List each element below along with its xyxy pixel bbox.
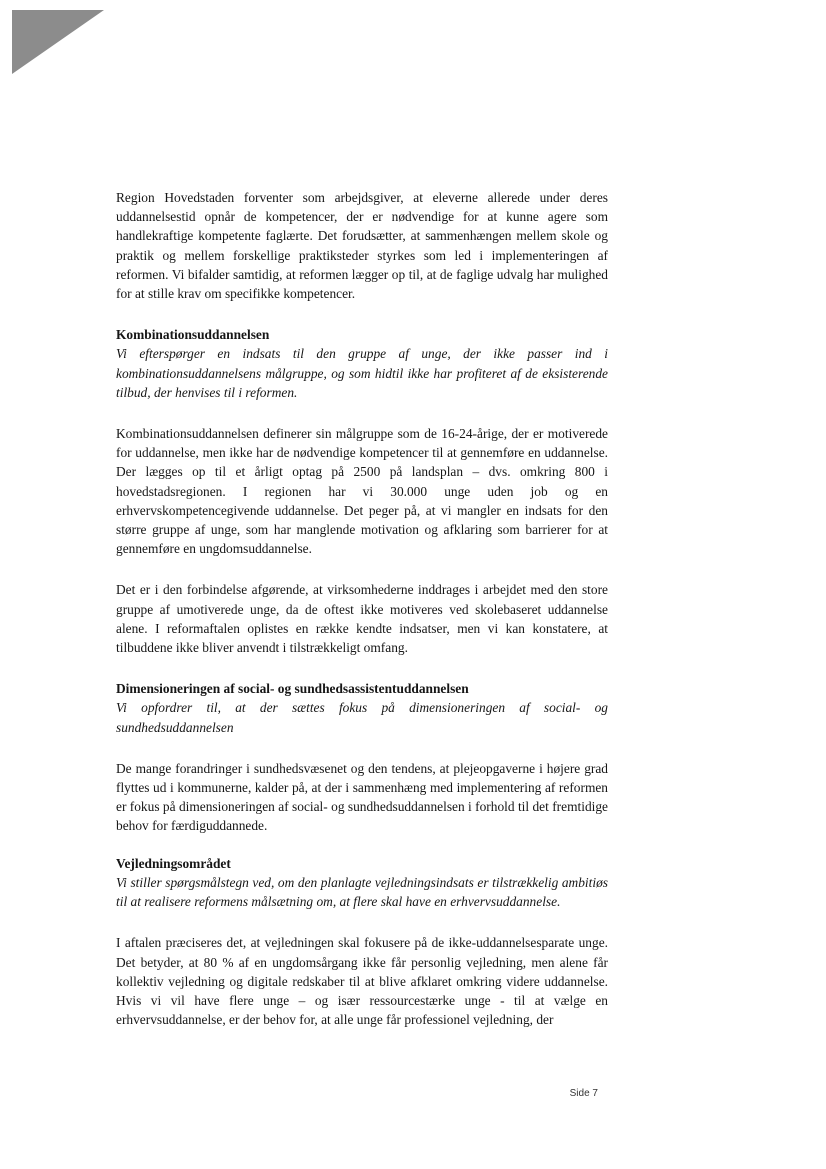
page-body: [116, 188, 608, 1029]
page-number: Side 7: [569, 1088, 598, 1099]
scan-corner-fold: [12, 10, 104, 74]
dimensionering-paragraph: De mange forandringer i sundhedsvæsenet og den tendens, at plejeopgaverne i højere grad flyttes ud i kommunerne, kalder på, at der i sammenhæng med implementering af reformen er fokus på dimensioneringen af social- og sundhedsuddannelsen i forhold til det fremtidige behov for færdiguddannede.: [116, 760, 608, 834]
kombinationsuddannelsen-paragraph-1: Kombinationsuddannelsen definerer sin målgruppe som de 16-24-årige, der er motiverede for uddannelse, men ikke har de nødvendige kompetencer til at gennemføre en uddannelse. Der lægges op til et årligt optag på 2500 på landsplan – dvs. omkring 800 i hovedstadsregionen. I regionen har vi 30.000 unge uden job og en erhvervskompetencegivende uddannelse. Det peger på, at vi mangler en indsats for den større gruppe af unge, som har manglende motivation og afklaring som barrierer for at gennemføre en ungdomsuddannelse.: [116, 426, 608, 557]
vejledning-paragraph: I aftalen præciseres det, at vejledningen skal fokusere på de ikke-uddannelsesparate unge. Det betyder, at 80 % af en ungdomsårgang ikke får personlig vejledning, men alene får kollektiv vejledning og digitale redskaber til at blive afklaret omkring videre uddannelse. Hvis vi vil have flere unge – og især ressourcestærke unge - til at vælge en erhvervsuddannelse, er der behov for, at alle unge får professionel vejledning, der: [116, 935, 608, 1028]
heading-dimensionering: Dimensioneringen af social- og sundhedsassistentuddannelsen: [116, 681, 469, 697]
intro-paragraph: Region Hovedstaden forventer som arbejdsgiver, at eleverne allerede under deres uddannelsestid opnår de kompetencer, der er nødvendige for at kunne agere som handlekraftige kompetente faglærte. Det forudsætter, at sammenhængen mellem skole og praktik og mellem forskellige praktiksteder styrkes som led i implementeringen af reformen. Vi bifalder samtidig, at reformen lægger op til, at de faglige udvalg har mulighed for at stille krav om specifikke kompetencer.: [116, 190, 608, 302]
heading-vejledningsomraadet: Vejledningsområdet: [116, 855, 231, 871]
lead-vejledningsomraadet: Vi stiller spørgsmålstegn ved, om den planlagte vejledningsindsats er tilstrækkelig ambitiøs til at realisere reformens målsætning om, at flere skal have en erhvervsuddannelse.: [116, 874, 608, 910]
heading-kombinationsuddannelsen: Kombinationsuddannelsen: [116, 327, 270, 343]
lead-dimensionering: Vi opfordrer til, at der sættes fokus på dimensioneringen af social- og sundhedsuddannelsen: [116, 700, 608, 735]
lead-kombinationsuddannelsen: Vi efterspørger en indsats til den gruppe af unge, der ikke passer ind i kombinationsuddannelsens målgruppe, og som hidtil ikke har profiteret af de eksisterende tilbud, der henvises til i reformen.: [116, 346, 608, 400]
kombinationsuddannelsen-paragraph-2: Det er i den forbindelse afgørende, at virksomhederne inddrages i arbejdet med den store gruppe af umotiverede unge, da de oftest ikke motiveres ved skolebaseret uddannelse alene. I reformaftalen oplistes en række kendte indsatser, men vi kan konstatere, at tilbuddene ikke bliver anvendt i tilstrækkeligt omfang.: [116, 582, 608, 656]
